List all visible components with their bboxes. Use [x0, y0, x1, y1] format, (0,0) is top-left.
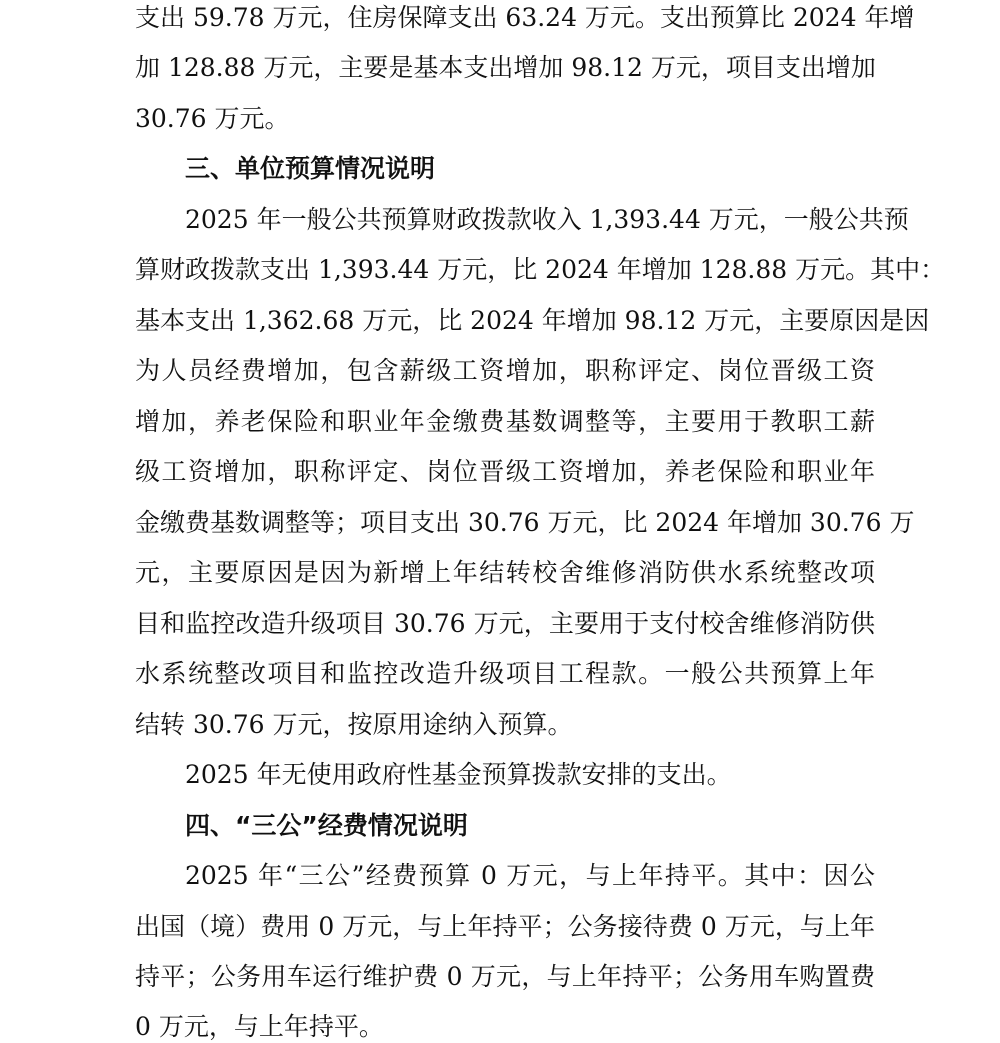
paragraph-1-line-2: 加 128.88 万元，主要是基本支出增加 98.12 万元，项目支出增加 — [135, 53, 876, 82]
paragraph-2-line-6: 级工资增加，职称评定、岗位晋级工资增加，养老保险和职业年 — [135, 457, 875, 486]
paragraph-2-line-1: 2025 年一般公共预算财政拨款收入 1,393.44 万元，一般公共预 — [185, 205, 909, 234]
paragraph-4-line-4: 0 万元，与上年持平。 — [135, 1012, 384, 1041]
paragraph-4-line-2: 出国（境）费用 0 万元，与上年持平；公务接待费 0 万元，与上年 — [135, 912, 875, 941]
paragraph-1-line-1: 支出 59.78 万元，住房保障支出 63.24 万元。支出预算比 2024 年增 — [135, 3, 915, 32]
paragraph-2-line-3: 基本支出 1,362.68 万元，比 2024 年增加 98.12 万元，主要原因是因 — [135, 306, 930, 335]
paragraph-2-line-9: 目和监控改造升级项目 30.76 万元，主要用于支付校舍维修消防供 — [135, 609, 875, 638]
paragraph-2-line-7: 金缴费基数调整等；项目支出 30.76 万元，比 2024 年增加 30.76 万 — [135, 508, 915, 537]
paragraph-1-line-3: 30.76 万元。 — [135, 104, 290, 133]
paragraph-2-line-11: 结转 30.76 万元，按原用途纳入预算。 — [135, 710, 573, 739]
paragraph-2-line-10: 水系统整改项目和监控改造升级项目工程款。一般公共预算上年 — [135, 659, 875, 688]
paragraph-2-line-8: 元，主要原因是因为新增上年结转校舍维修消防供水系统整改项 — [135, 558, 875, 587]
section-heading-4: 四、“三公”经费情况说明 — [185, 811, 468, 840]
paragraph-4-line-3: 持平；公务用车运行维护费 0 万元，与上年持平；公务用车购置费 — [135, 962, 875, 991]
paragraph-4-line-1: 2025 年“三公”经费预算 0 万元，与上年持平。其中：因公 — [185, 861, 875, 890]
paragraph-3: 2025 年无使用政府性基金预算拨款安排的支出。 — [185, 760, 732, 789]
paragraph-2-line-4: 为人员经费增加，包含薪级工资增加，职称评定、岗位晋级工资 — [135, 356, 875, 385]
section-heading-3: 三、单位预算情况说明 — [185, 154, 436, 183]
paragraph-2-line-2: 算财政拨款支出 1,393.44 万元，比 2024 年增加 128.88 万元。其中： — [135, 255, 946, 284]
paragraph-2-line-5: 增加，养老保险和职业年金缴费基数调整等，主要用于教职工薪 — [135, 407, 875, 436]
